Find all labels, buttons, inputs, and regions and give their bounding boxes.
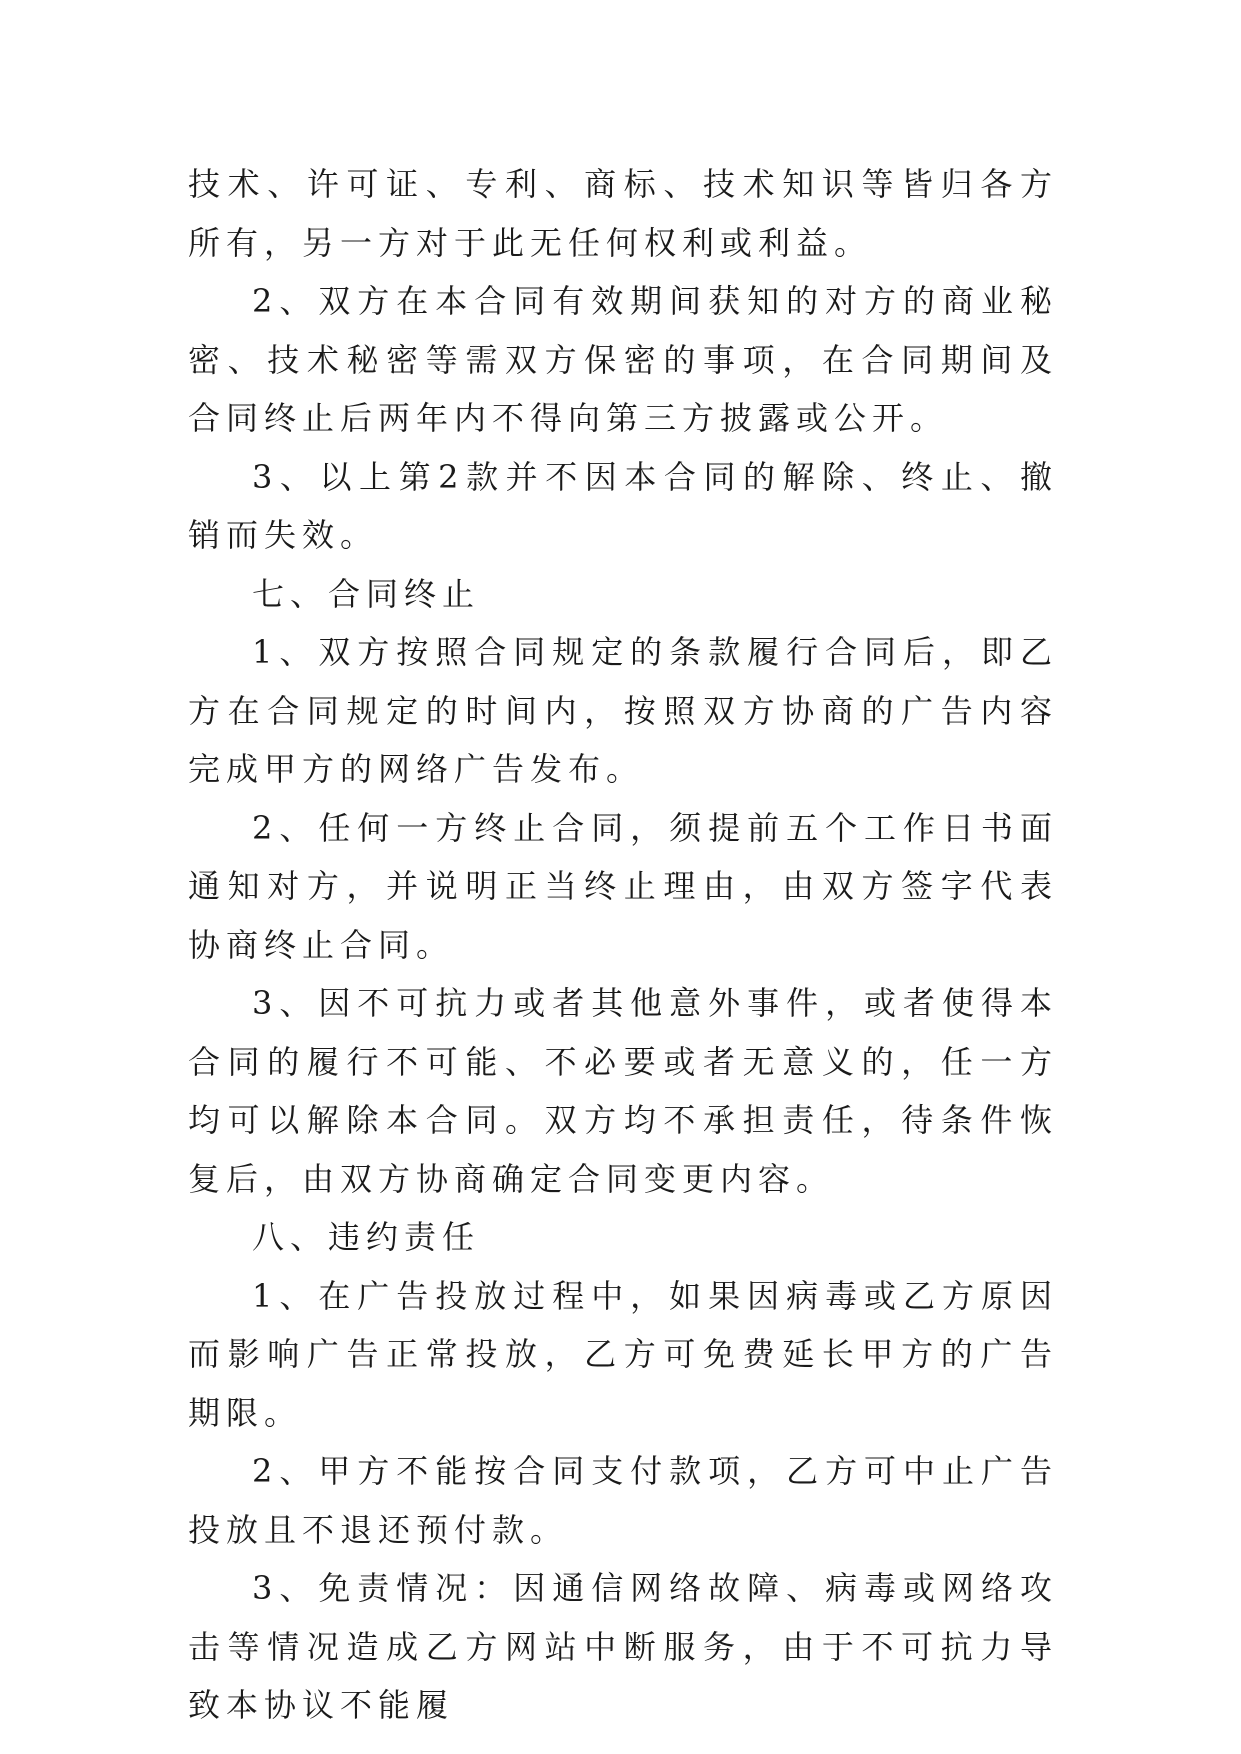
paragraph-confidentiality-clause-3: 3、以上第2款并不因本合同的解除、终止、撤销而失效。 (188, 457, 1058, 554)
section-heading-breach-liability: 八、违约责任 (252, 1218, 481, 1256)
paragraph-termination-clause-3: 3、因不可抗力或者其他意外事件，或者使得本合同的履行不可能、不必要或者无意义的，任一方均可以解除本合同。双方均不承担责任，待条件恢复后，由双方协商确定合同变更内容。 (188, 984, 1058, 1198)
paragraph-termination-clause-1: 1、双方按照合同规定的条款履行合同后，即乙方在合同规定的时间内，按照双方协商的广告内容完成甲方的网络广告发布。 (188, 633, 1058, 788)
section-heading-contract-termination: 七、合同终止 (252, 574, 481, 613)
paragraph-ip-ownership-continued: 技术、许可证、专利、商标、技术知识等皆归各方所有，另一方对于此无任何权利或利益。 (188, 165, 1058, 262)
paragraph-liability-clause-3: 3、免责情况：因通信网络故障、病毒或网络攻击等情况造成乙方网站中断服务，由于不可抗力导致本协议不能履 (188, 1569, 1058, 1724)
paragraph-liability-clause-2: 2、甲方不能按合同支付款项，乙方可中止广告投放且不退还预付款。 (188, 1452, 1058, 1549)
document-body (188, 155, 1058, 1735)
paragraph-liability-clause-1: 1、在广告投放过程中，如果因病毒或乙方原因而影响广告正常投放，乙方可免费延长甲方的广告期限。 (188, 1276, 1058, 1432)
paragraph-confidentiality-clause-2: 2、双方在本合同有效期间获知的对方的商业秘密、技术秘密等需双方保密的事项，在合同期间及合同终止后两年内不得向第三方披露或公开。 (188, 282, 1058, 437)
paragraph-termination-clause-2: 2、任何一方终止合同，须提前五个工作日书面通知对方，并说明正当终止理由，由双方签字代表协商终止合同。 (188, 808, 1058, 964)
